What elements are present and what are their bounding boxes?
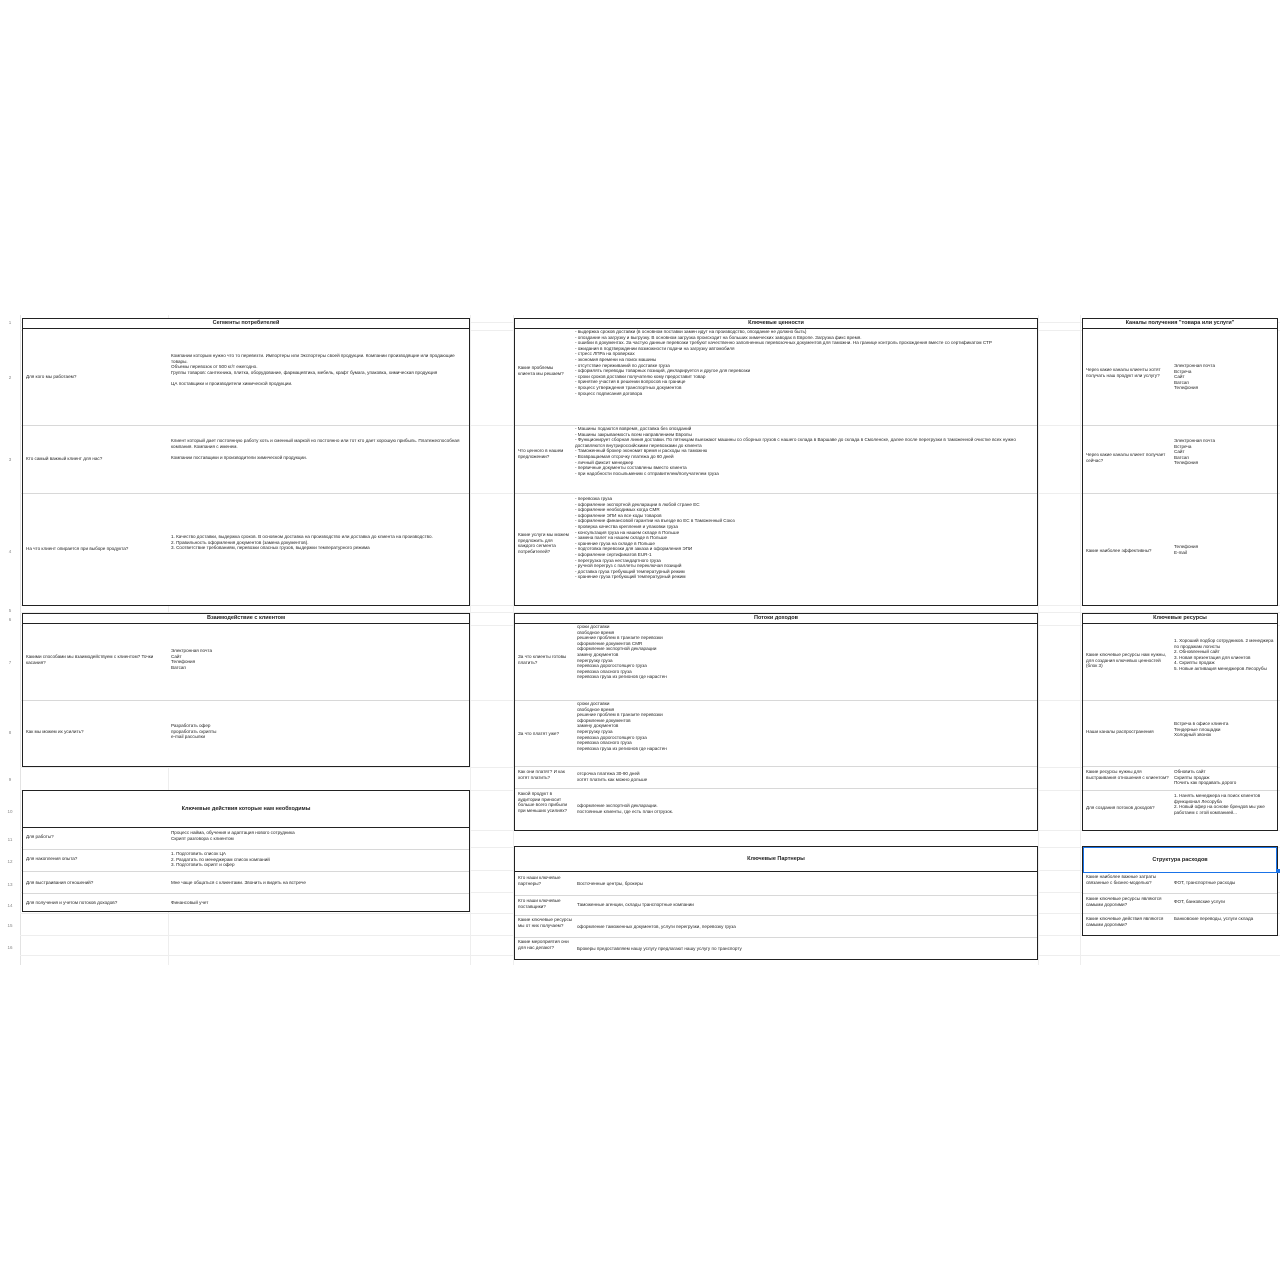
costs-title-selected-cell[interactable]: Структура расходов (1083, 847, 1277, 873)
row-number[interactable]: 4 (8, 549, 12, 554)
table-row[interactable] (515, 895, 1037, 916)
interaction-question: Какими способами мы взаимодействуем с клиентом? Точки касания? (26, 654, 154, 665)
table-row[interactable] (23, 849, 469, 872)
costs-question: Какие наиболее важные затраты связанные с бизнес-моделью? (1086, 874, 1157, 885)
key-actions-question: Для накопления опыта? (26, 856, 78, 861)
row-number[interactable]: 2 (8, 375, 12, 380)
resources-block (1082, 613, 1278, 831)
table-row[interactable] (515, 788, 1037, 829)
row-number[interactable]: 11 (7, 837, 13, 842)
table-row[interactable] (1083, 493, 1277, 606)
segments-answer: Компании которым нужно что то перевезти. Импортеры или Экспортеры своей продукции. Компании производящие или продающие товары. Объемы перевозок от 500 кг/т ежегодно. Группы товаров: сантехника, плитка, оборудование, фармацевтика, мебель, крафт бумага, упаковка, химическая продукция ЦА поставщики и производители химической продукции. (171, 353, 455, 386)
key-actions-question: Для выстраивания отношений? (26, 880, 94, 885)
grid-line (470, 315, 471, 965)
values-answer: - перевозка груза - оформление экспортной декларации в любой стране ЕС - оформление необходимых когда СМR - оформление ЭПИ на все коды товаров - оформление финансовой гарантии на въезде во ЕС в Таможенный Союз - проверка качества крепления и упаковки груза - консультация груза на нашем складе в Польше - замена палет на нашем складе в Польше - хранение груза на складе в Польше - подготовка перевозки для заказа и оформления ЭПИ - оформление сертификатов EUR-1 - перегрузка груза нестандартного груза - ручной перегруз с паллеты переключая позиций - доставка груза требующий температурный режим - хранение груза требующий температурный режим (575, 496, 735, 580)
partners-question: Какие мероприятия они для нас делают? (518, 939, 569, 950)
table-row[interactable] (23, 893, 469, 912)
revenue-title: Потоки доходов (515, 614, 1037, 624)
revenue-question: За что клиенты готовы платить? (518, 654, 567, 665)
table-row[interactable] (1083, 873, 1277, 893)
table-row[interactable] (515, 425, 1037, 494)
values-question: Что ценного в нашем предложении? (518, 448, 564, 459)
table-row[interactable] (23, 871, 469, 894)
row-number[interactable]: 7 (8, 660, 12, 665)
channels-question: Через какие каналы клиенты хотят получать наш продукт или услугу? (1086, 367, 1161, 378)
revenue-question: За что платят уже? (518, 731, 560, 736)
interaction-answer: Электронная почта Сайт Телефония Ватсап (171, 648, 212, 670)
key-actions-answer: 1. Подготовить список ЦА 2. Раздатать по менеджерам список компаний 3. Подготовить скрипт и офер (171, 851, 270, 868)
row-number[interactable]: 16 (7, 945, 13, 950)
revenue-question: Какой продукт в аудитории приносит больше всего прибыли при меньших усилиях? (518, 791, 568, 813)
segments-question: Для кого мы работаем? (26, 374, 77, 379)
table-row[interactable] (1083, 329, 1277, 425)
table-row[interactable] (515, 493, 1037, 606)
channels-title: Каналы получения "товара или услуги" (1083, 319, 1277, 329)
row-number[interactable]: 13 (7, 882, 13, 887)
partners-answer: Восточенные центры, брокеры (577, 881, 643, 886)
channels-block (1082, 318, 1278, 606)
table-row[interactable] (515, 937, 1037, 960)
row-number[interactable]: 14 (7, 903, 13, 908)
spreadsheet-grid (0, 315, 1280, 970)
table-row[interactable] (23, 329, 469, 425)
resources-question: Для создания потоков доходов? (1086, 805, 1155, 810)
table-row[interactable] (1083, 913, 1277, 934)
row-number[interactable]: 15 (7, 923, 13, 928)
values-question: Какие проблемы клиента мы решаем? (518, 365, 564, 376)
key-actions-answer: Процесс найма, обучения и адаптация нового сотрудника Скрипт разговора с клиентом (171, 830, 295, 841)
table-row[interactable] (515, 329, 1037, 425)
table-row[interactable] (515, 873, 1037, 895)
resources-answer: 1. Нанять менеджера на поиск клиентов функционал Лесоруба 2. Новый офер на основе брендов мы уже работаем с этой компанией... (1174, 793, 1265, 815)
resources-question: Какие ресурсы нужны для выстраивания отношения с клиентом? (1086, 769, 1169, 780)
interaction-question: Как мы можем их усилить? (26, 729, 84, 734)
segments-question: Кто самый важный клиент для нас? (26, 456, 103, 461)
segments-answer: 1. Качество доставки, выдержка сроков. В основном доставка на производство или доставка до клиента на производство. 2. Правильность оформления документов (замена документов). 3. Соответствие требованиям, перевозки опасных грузов, выдержки температурного режима (171, 534, 433, 551)
revenue-question: Как они платят? И как хотят платить? (518, 769, 565, 780)
partners-answer: Таможенные агенции, склады транспортные компании (577, 902, 694, 907)
key-actions-question: Для получения и учетом потоков доходов? (26, 900, 118, 905)
resources-answer: Встреча в офисе клиента Тендерные площадки Холодный звонок (1174, 721, 1229, 738)
costs-block (1082, 846, 1278, 936)
partners-question: Какие ключевые ресурсы мы от них получаем? (518, 917, 573, 928)
channels-answer: Электронная почта Встреча Сайт Ватсап Телефония (1174, 438, 1215, 466)
table-row[interactable] (23, 829, 469, 849)
partners-title: Ключевые Партнеры (515, 847, 1037, 872)
values-question: Какие услуги мы можем предложить для каждого сегмента потребителей? (518, 532, 569, 554)
resources-title: Ключевые ресурсы (1083, 614, 1277, 624)
key-actions-block (22, 790, 470, 912)
table-row[interactable] (1083, 700, 1277, 767)
partners-question: Кто наши ключевые партнеры? (518, 875, 561, 886)
table-row[interactable] (1083, 893, 1277, 914)
partners-answer: оформление таможенных документов, услуги перегрузки, перевозку груза (577, 924, 736, 929)
table-row[interactable] (23, 425, 469, 494)
key-actions-question: Для работы? (26, 834, 54, 839)
row-number[interactable]: 8 (8, 730, 12, 735)
channels-answer: Телефония E-mail (1174, 544, 1199, 555)
revenue-answer: сроки доставки свободное время решение проблем в транзите перевозки оформление документов замену документов перегрузку груза перевозка дорогостоящего груза перевозка опасного груза перевозка груза из регионов где нарастен (577, 701, 667, 751)
row-number[interactable]: 9 (8, 777, 12, 782)
segments-title: Сегменты потребителей (23, 319, 469, 329)
interaction-title: Взаимодействие с клиентом (23, 614, 469, 624)
channels-question: Через какие каналы клиент получает сейчас? (1086, 452, 1166, 463)
costs-answer: ФОТ, банковские услуги (1174, 899, 1226, 904)
interaction-answer: Разработать офер проработать скрипты e-mail рассылки (171, 723, 217, 740)
table-row[interactable] (515, 915, 1037, 938)
partners-block (514, 846, 1038, 960)
segments-question: На что клиент опирается при выборе продукта? (26, 546, 129, 551)
row-header-column (0, 315, 21, 965)
key-actions-answer: Финансовый учет (171, 900, 209, 905)
values-answer: - выдержка сроков доставки (в основном поставки замен идут на производство, опоздание не должно быть) - опоздание на загрузку и выгрузку. В основном загрузка происходит на больших химических заводах в Европе. Загрузка фикс время. - ошибки в документах. За частую данные перевозки требуют качественно заполненных перевозочных документов для таможни. На границе контроль прохождения вместе со сертификатом СТР - ожидания в подтверждении возможности подачи на загрузку автомобиля - стресс ЛПРа на проверках - экономия времени на поиск машины - отсутствие переживаний по доставке груза - оформлять переводы товарных позиций, декларируется и другое для перевозки - сроки сроков доставки получателю кому предоставит товар - принятие участия в решении вопросов на границе - процесс утверждения транспортных документов - процесс подписания договора (575, 329, 992, 396)
costs-question: Какие ключевые действия являются самыми дорогими? (1086, 916, 1164, 927)
row-number[interactable]: 3 (8, 457, 12, 462)
table-row[interactable] (23, 624, 469, 700)
row-number[interactable]: 1 (8, 320, 12, 325)
table-row[interactable] (1083, 425, 1277, 494)
table-row[interactable] (1083, 766, 1277, 791)
row-number[interactable]: 6 (8, 617, 12, 622)
row-number[interactable]: 12 (7, 859, 13, 864)
values-block (514, 318, 1038, 606)
channels-answer: Электронная почта Встреча Сайт Ватсап Телефония (1174, 363, 1215, 391)
table-row[interactable] (1083, 624, 1277, 700)
table-row[interactable] (515, 766, 1037, 789)
table-row[interactable] (1083, 790, 1277, 829)
revenue-block (514, 613, 1038, 831)
grid-line (1038, 315, 1039, 965)
costs-answer: Банковские переводы, услуги склада (1174, 916, 1254, 921)
segments-block (22, 318, 470, 606)
key-actions-title: Ключевые действия которые нам необходимы (23, 791, 469, 828)
channels-question: Какие наиболее эффективны? (1086, 548, 1152, 553)
costs-question: Какие ключевые ресурсы являются самыми дорогими? (1086, 896, 1162, 907)
values-answer: - Машины подаются вовремя, доставка без опозданий - Машины закрываемость всем направлением Европы - Функционирует сборная линия доставки. По пятницам выезжают машины со сборных грузов с нашего склада в Варшаве до склада в Смоленске, далее после перегрузки в таможенной очистке всех нужно доставляются внутрироссийскими перевозками до клиента - Таможенный брокер экономит время и расходы на таможню - Возвращаемая отсрочку платежа до 60 дней - личный фиксит менеджер - первичные документы составлены вместо клиента - при надобности посыльменим с отправителем/получателем груза (575, 426, 1016, 476)
interaction-block (22, 613, 470, 767)
resources-answer: Обновить сайт Скрипты продаж Почить как продавать дорого (1174, 769, 1237, 786)
revenue-answer: сроки доставки свободное время решение проблем в транзите перевозки оформление документов CMR оформление экспортной декларации замену документов перегрузку груза перевозка дорогостоящего груза перевозка опасного груза перевозка груза из регионов где нарастен (577, 624, 667, 680)
segments-answer: Клиент который дает постоянную работу хоть и сменный маркой но постоянно или тот кто дает хорошую прибыль. Платежеспособная компания. Компания с именем. Компании поставщики и производители химической продукции. (171, 438, 460, 460)
partners-answer: Брокеры предоставляем нашу услугу предлагают нашу услугу по транспорту (577, 946, 742, 951)
table-row[interactable] (23, 700, 469, 765)
table-row[interactable] (515, 624, 1037, 700)
values-title: Ключевые ценности (515, 319, 1037, 329)
partners-question: Кто наши ключевые поставщики? (518, 898, 561, 909)
table-row[interactable] (23, 493, 469, 606)
revenue-answer: отсрочка платежа 30-90 дней хотят платить как можно дольше (577, 771, 648, 782)
table-row[interactable] (515, 700, 1037, 767)
grid-line (1080, 315, 1081, 965)
row-number[interactable]: 5 (8, 608, 12, 613)
row-number[interactable]: 10 (7, 809, 13, 814)
key-actions-answer: Мне чаще общаться с клиентами. Звонить и видеть на встрече (171, 880, 306, 885)
revenue-answer: оформление экспортной декларации. постоянные клиенты, где есть план отгрузок. (577, 803, 674, 814)
resources-answer: 1. Хороший подбор сотрудников. 2 менеджера по продажам логисты 2. Обновленный сайт 3. Новая презентация для клиентов 4. Скрипты продаж 5. Новые активация менеджеров Лесорубы (1174, 638, 1274, 671)
resources-question: Какие ключевые ресурсы нам нужны, для создания ключевых ценностей (блок 3) (1086, 652, 1166, 669)
costs-answer: ФОТ, транспортные расходы (1174, 880, 1236, 885)
resources-question: Наши каналы распространения (1086, 729, 1154, 734)
